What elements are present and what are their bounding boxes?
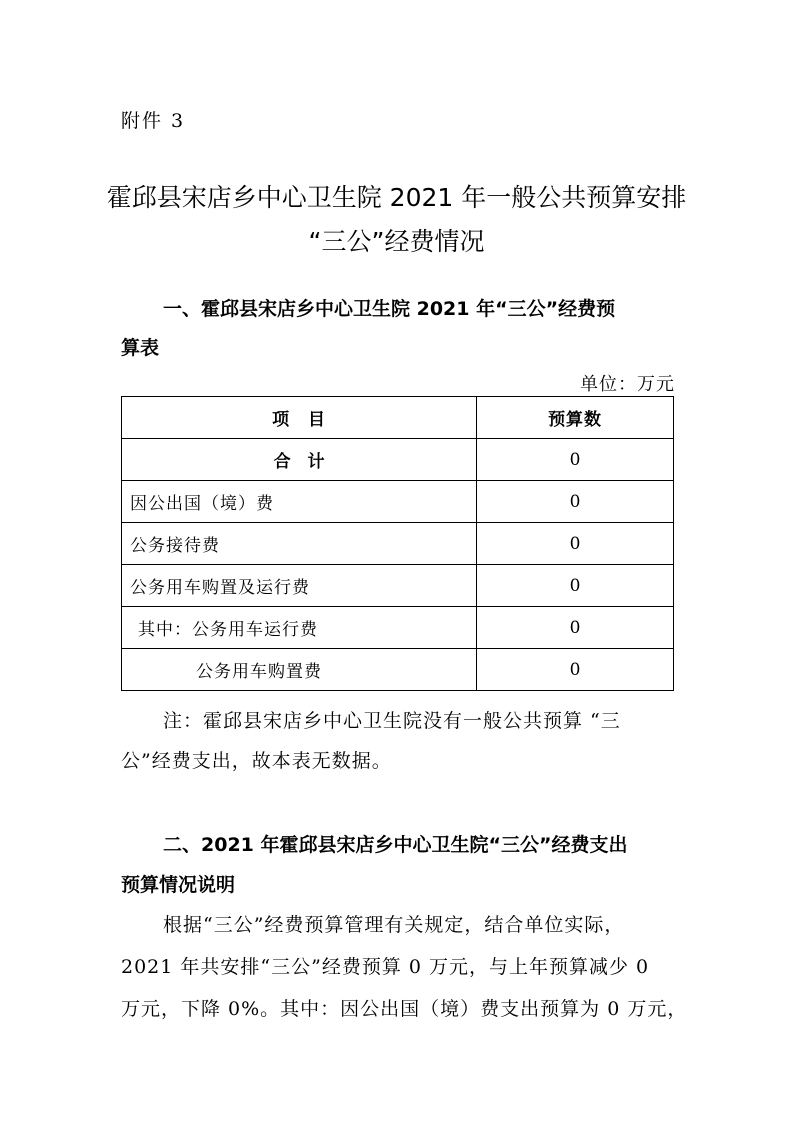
table-row — [122, 607, 674, 649]
paragraph-line2: 2021 年共安排“三公”经费预算 0 万元，与上年预算减少 0 — [121, 956, 650, 978]
row-label: 其中：公务用车运行费 — [122, 607, 477, 649]
section2-heading-line2: 预算情况说明 — [121, 874, 236, 896]
row-label: 公务接待费 — [122, 523, 477, 565]
row-label: 公务用车购置费 — [122, 649, 477, 691]
section2-heading-line1: 二、2021 年霍邱县宋店乡中心卫生院“三公”经费支出 — [163, 834, 628, 856]
attachment-label: 附件 3 — [121, 110, 186, 132]
row-value: 0 — [477, 607, 674, 649]
table-note-line2: 公”经费支出，故本表无数据。 — [121, 750, 392, 772]
row-total-value: 0 — [477, 439, 674, 481]
document-title-line1: 霍邱县宋店乡中心卫生院 2021 年一般公共预算安排 — [106, 183, 687, 212]
row-value: 0 — [477, 481, 674, 523]
header-item: 项 目 — [122, 397, 477, 439]
row-value: 0 — [477, 649, 674, 691]
paragraph-line3: 万元，下降 0%。其中：因公出国（境）费支出预算为 0 万元， — [121, 998, 688, 1020]
row-total-label: 合 计 — [122, 439, 477, 481]
row-label: 因公出国（境）费 — [122, 481, 477, 523]
table-row — [122, 481, 674, 523]
row-value: 0 — [477, 523, 674, 565]
table-row — [122, 565, 674, 607]
unit-label: 单位：万元 — [580, 374, 675, 395]
table-header-row — [122, 397, 674, 439]
header-budget: 预算数 — [477, 397, 674, 439]
row-value: 0 — [477, 565, 674, 607]
section1-heading-line1: 一、霍邱县宋店乡中心卫生院 2021 年“三公”经费预 — [163, 298, 616, 320]
table-row — [122, 649, 674, 691]
budget-table — [121, 396, 674, 691]
section1-heading-line2: 算表 — [121, 337, 160, 359]
table-row — [122, 523, 674, 565]
table-note-line1: 注：霍邱县宋店乡中心卫生院没有一般公共预算 “三 — [163, 710, 621, 732]
row-label: 公务用车购置及运行费 — [122, 565, 477, 607]
table-row — [122, 439, 674, 481]
document-title-line2: “三公”经费情况 — [308, 227, 485, 256]
paragraph-line1: 根据“三公”经费预算管理有关规定，结合单位实际， — [163, 914, 625, 936]
